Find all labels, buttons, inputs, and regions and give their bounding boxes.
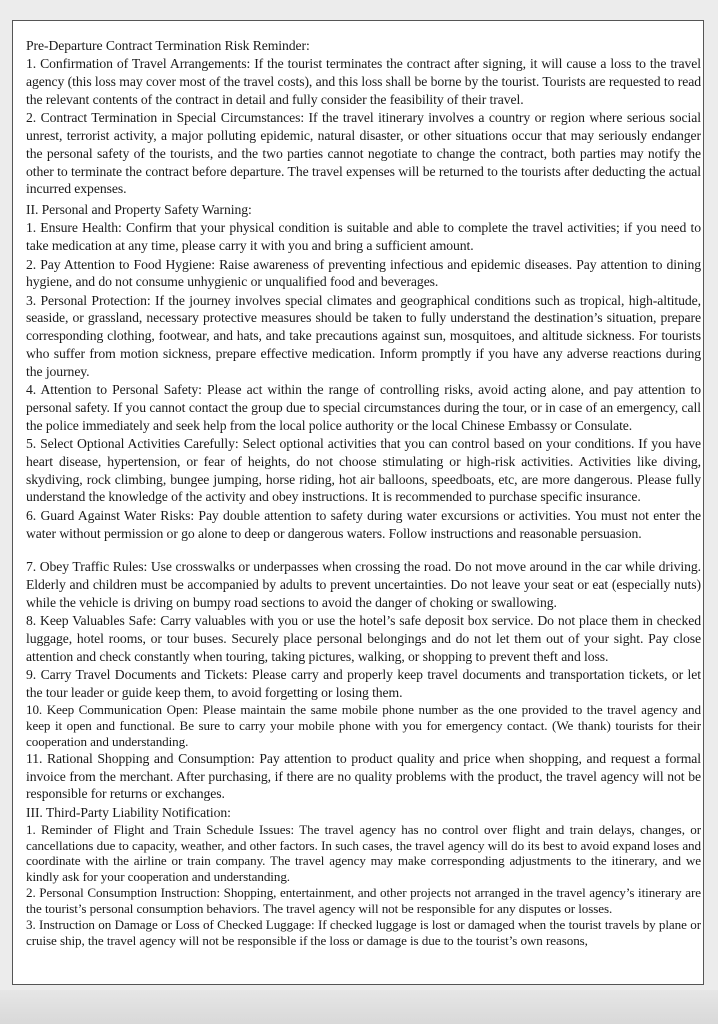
paragraph-shopping: 11. Rational Shopping and Consumption: Pay attention to product quality and price when shopping, and request a formal invoice from the merchant. After purchasing, if there are no quality problems with the product, the travel agency will not be responsible for returns or exchanges. [26,750,701,802]
paragraph-optional-activities: 5. Select Optional Activities Carefully: Select optional activities that you can control based on your conditions. If you have heart disease, hypertension, or fear of heights, do not choose stimulating or high-risk activities. Activities like diving, skydiving, rock climbing, bungee jumping, horse riding, hot air balloons, speedboats, etc, are more dangerous. Please fully understand the knowledge of the activity and obey instructions. It is recommended to purchase specific insurance. [26,436,701,505]
paragraph-traffic-rules: 7. Obey Traffic Rules: Use crosswalks or underpasses when crossing the road. Do not move around in the car while driving. Elderly and children must be accompanied by adults to prevent uncertainties. Do not leave your seat or eat (especially nuts) while the vehicle is driving on bumpy road sections to avoid the danger of choking or swallowing. [26,559,701,610]
section-heading-third-party: III. Third-Party Liability Notification: [26,804,231,820]
paragraph-travel-documents: 9. Carry Travel Documents and Tickets: Please carry and properly keep travel documents and transportation tickets, or let the tour leader or guide keep them, to avoid forgetting or losing them. [26,667,701,700]
bottom-margin [0,990,718,1024]
paragraph-ensure-health: 1. Ensure Health: Confirm that your physical condition is suitable and able to complete the travel activities; if you need to take medication at any time, please carry it with you and bring a sufficient amount. [26,220,701,254]
paragraph-personal-safety: 4. Attention to Personal Safety: Please act within the range of controlling risks, avoid acting alone, and pay attention to personal safety. If you cannot contact the group due to special circumstances during the tour, or in case of an emergency, call the police immediately and seek help from the local police authority or the local Chinese Embassy or Consulate. [26,382,701,433]
document-page [12,20,704,985]
document-body [26,37,701,949]
paragraph-flight-train: 1. Reminder of Flight and Train Schedule Issues: The travel agency has no control over flight and train delays, changes, or cancellations due to capacity, weather, and other factors. In such cases, the travel agency will do its best to avoid expand loses and coordinate with the airline or train company. The travel agency may make corresponding adjustments to the itinerary, and we kindly ask for your cooperation and understanding. [26,821,701,885]
paragraph-travel-arrangements: 1. Confirmation of Travel Arrangements: If the tourist terminates the contract after signing, it will cause a loss to the travel agency (this loss may cover most of the travel costs), and this loss shall be borne by the tourist. Tourists are requested to read the relevant contents of the contract in detail and fully consider the feasibility of their travel. [26,56,701,107]
document-title: Pre-Departure Contract Termination Risk Reminder: [26,38,310,53]
paragraph-water-risks: 6. Guard Against Water Risks: Pay double attention to safety during water excursions or activities. You must not enter the water without permission or go alone to deep or dangerous waters. Follow instructions and reasonable persuasion. [26,507,701,541]
section-heading-safety: II. Personal and Property Safety Warning: [26,202,252,218]
paragraph-special-circumstances: 2. Contract Termination in Special Circumstances: If the travel itinerary involves a country or region where serious social unrest, terrorist activity, a major polluting epidemic, natural disaster, or other situations occur that may seriously endanger the personal safety of the tourists, and the two parties cannot negotiate to change the contract, both parties may notify the other to terminate the contract before departure. The travel expenses will be returned to the tourists after deducting the actual incurred expenses. [26,110,701,197]
paragraph-personal-protection: 3. Personal Protection: If the journey involves special climates and geographical conditions such as tropical, high-altitude, seaside, or grassland, necessary protective measures should be taken to fully understand the destination’s situation, prepare corresponding clothing, footwear, and hats, and take precautions against sun, mosquitoes, and altitude sickness. For tourists who suffer from motion sickness, prepare effective medication. Inform promptly if you have any adverse reactions during the journey. [26,292,701,379]
paragraph-valuables: 8. Keep Valuables Safe: Carry valuables with you or use the hotel’s safe deposit box service. Do not place them in checked luggage, hotel rooms, or tour buses. Securely place personal belongings and do not let them out of your sight. Pay close attention and check constantly when touring, taking pictures, walking, or shopping to prevent theft and loss. [26,613,701,664]
paragraph-food-hygiene: 2. Pay Attention to Food Hygiene: Raise awareness of preventing infectious and epidemic diseases. Pay attention to dining hygiene, and do not consume unhygienic or unqualified food and beverages. [26,256,701,290]
paragraph-personal-consumption: 2. Personal Consumption Instruction: Shopping, entertainment, and other projects not arranged in the travel agency’s itinerary are the tourist’s personal consumption behaviors. The travel agency will not be responsible for any disputes or losses. [26,885,701,916]
paragraph-communication: 10. Keep Communication Open: Please maintain the same mobile phone number as the one provided to the travel agency and keep it open and functional. Be sure to carry your mobile phone with you for emergency contact. (We thank) tourists for their cooperation and understanding. [26,702,701,749]
paragraph-checked-luggage: 3. Instruction on Damage or Loss of Checked Luggage: If checked luggage is lost or damaged when the tourist travels by plane or cruise ship, the travel agency will not be responsible if the loss or damage is due to the tourist’s own reasons, [26,917,701,948]
